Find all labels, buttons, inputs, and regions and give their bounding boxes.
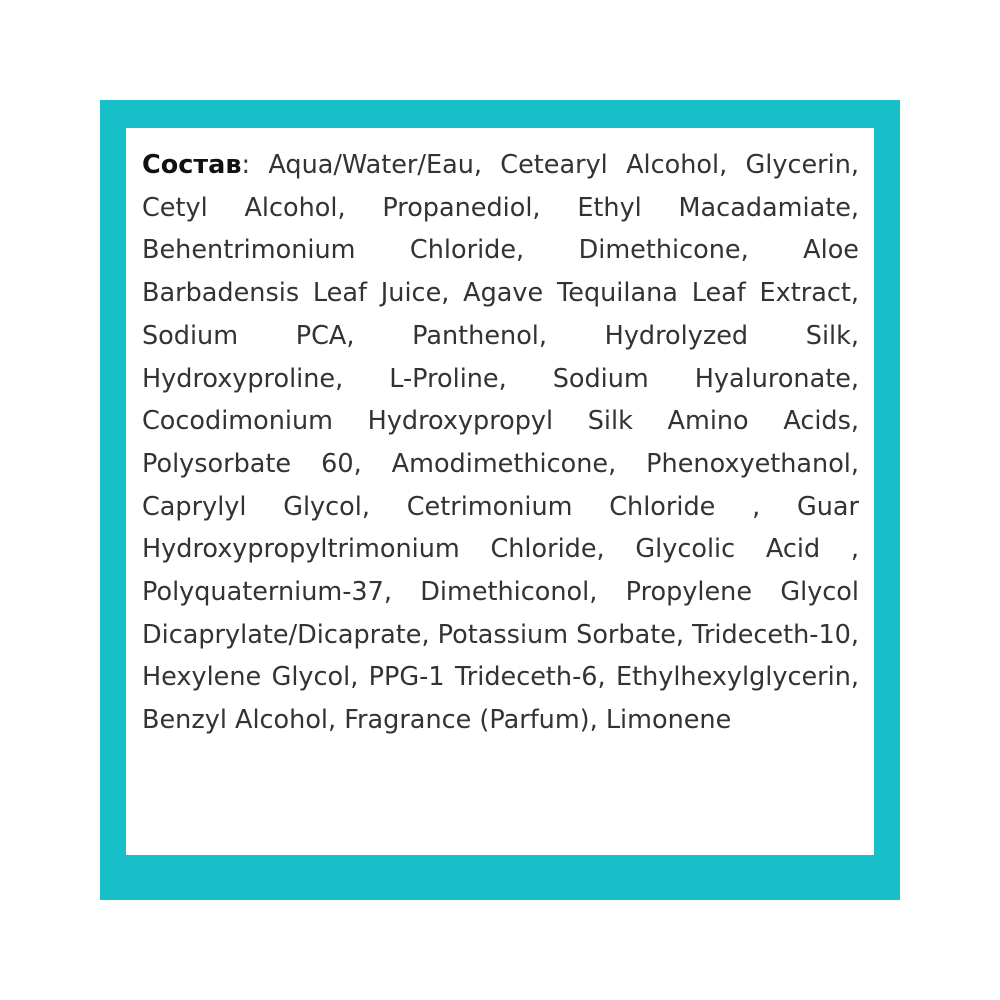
ingredients-card (126, 128, 874, 855)
ingredients-list: Aqua/Water/Eau, Cetearyl Alcohol, Glycerin, Cetyl Alcohol, Propanediol, Ethyl Macadamiate, Behentrimonium Chloride, Dimethicone, Aloe Barbadensis Leaf Juice, Agave Tequilana Leaf Extract, Sodium PCA, Panthenol, Hydrolyzed Silk, Hydroxyproline, L-Proline, Sodium Hyaluronate, Cocodimonium Hydroxypropyl Silk Amino Acids, Polysorbate 60, Amodimethicone, Phenoxyethanol, Caprylyl Glycol, Cetrimonium Chloride , Guar Hydroxypropyltrimonium Chloride, Glycolic Acid , Polyquaternium-37, Dimethiconol, Propylene Glycol Dicaprylate/Dicaprate, Potassium Sorbate, Trideceth-10, Hexylene Glycol, PPG-1 Trideceth-6, Ethylhexylglycerin, Benzyl Alcohol, Fragrance (Parfum), Limonene (142, 150, 860, 736)
ingredients-paragraph (142, 144, 859, 742)
label-separator: : (241, 150, 251, 180)
composition-label: Состав (142, 150, 242, 180)
teal-frame (100, 100, 900, 900)
